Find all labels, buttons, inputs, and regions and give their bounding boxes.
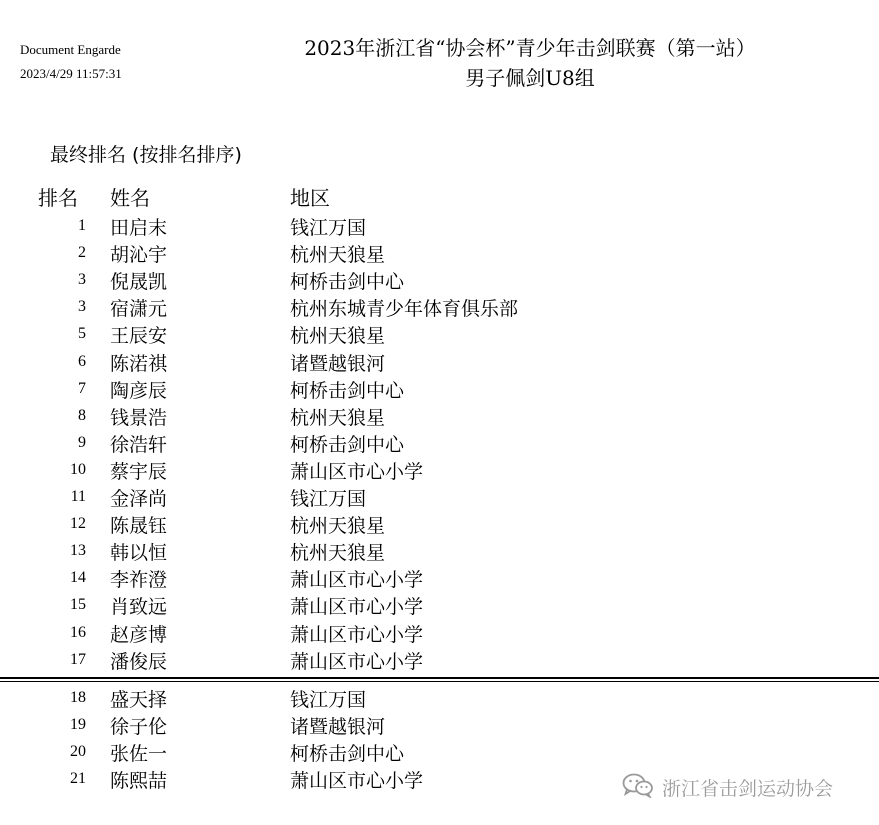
table-row — [0, 565, 879, 592]
name-cell: 蔡宇辰 — [110, 460, 168, 483]
event-title: 男子佩剑U8组 — [465, 66, 595, 90]
rank-cell: 17 — [70, 650, 86, 668]
column-header-name: 姓名 — [110, 186, 150, 210]
document-meta — [20, 38, 122, 86]
table-row — [0, 685, 879, 712]
region-cell: 萧山区市心小学 — [290, 623, 424, 646]
table-row — [0, 712, 879, 739]
name-cell: 王辰安 — [110, 325, 168, 348]
table-row — [0, 457, 879, 484]
watermark — [622, 772, 833, 803]
rank-cell: 16 — [70, 623, 86, 641]
rank-cell: 18 — [70, 688, 86, 706]
rank-cell: 20 — [70, 742, 86, 760]
region-cell: 柯桥击剑中心 — [290, 742, 405, 765]
rank-cell: 9 — [78, 433, 86, 451]
name-cell: 陈晟钰 — [110, 515, 168, 538]
rank-cell: 3 — [78, 298, 86, 316]
region-cell: 杭州天狼星 — [290, 406, 386, 429]
rank-cell: 10 — [70, 460, 86, 478]
region-cell: 萧山区市心小学 — [290, 569, 424, 592]
name-cell: 金泽尚 — [110, 488, 168, 510]
rank-cell: 8 — [78, 406, 86, 424]
table-row — [0, 294, 879, 321]
name-cell: 潘俊辰 — [110, 650, 168, 673]
rank-cell: 12 — [70, 515, 86, 533]
name-cell: 倪晟凯 — [110, 271, 168, 294]
table-row — [0, 430, 879, 457]
region-cell: 杭州天狼星 — [290, 515, 386, 538]
table-row — [0, 403, 879, 430]
region-cell: 诸暨越银河 — [290, 715, 386, 738]
rank-cell: 11 — [70, 488, 86, 505]
rank-cell: 15 — [70, 596, 86, 614]
rank-cell: 13 — [70, 542, 86, 560]
region-cell: 萧山区市心小学 — [290, 460, 424, 483]
rank-cell: 7 — [78, 379, 86, 397]
name-cell: 胡沁宇 — [110, 244, 168, 267]
table-row — [0, 376, 879, 403]
column-header-region: 地区 — [290, 186, 330, 210]
name-cell: 徐子伦 — [110, 715, 168, 738]
rank-cell: 21 — [70, 770, 86, 787]
name-cell: 韩以恒 — [110, 542, 168, 565]
rank-cell: 1 — [78, 217, 86, 234]
table-row — [0, 647, 879, 674]
column-header-rank: 排名 — [38, 186, 78, 210]
name-cell: 盛天择 — [110, 688, 168, 711]
software-name: Document Engarde — [20, 42, 121, 57]
table-row — [0, 240, 879, 267]
rank-cell: 6 — [78, 352, 86, 370]
wechat-icon — [622, 772, 654, 803]
table-row — [0, 739, 879, 766]
region-cell: 柯桥击剑中心 — [290, 379, 405, 402]
rank-cell: 3 — [78, 271, 86, 289]
table-row — [0, 349, 879, 376]
table-row — [0, 592, 879, 619]
section-title: 最终排名 (按排名排序) — [50, 144, 242, 166]
watermark-text: 浙江省击剑运动协会 — [662, 778, 834, 800]
name-cell: 陈熙喆 — [110, 770, 168, 792]
region-cell: 萧山区市心小学 — [290, 650, 424, 673]
name-cell: 陶彦辰 — [110, 379, 168, 402]
region-cell: 柯桥击剑中心 — [290, 433, 405, 456]
region-cell: 杭州东城青少年体育俱乐部 — [290, 298, 519, 321]
table-row — [0, 213, 879, 240]
name-cell: 肖致远 — [110, 596, 168, 619]
name-cell: 张佐一 — [110, 742, 168, 765]
table-row — [0, 267, 879, 294]
region-cell: 钱江万国 — [290, 488, 367, 510]
region-cell: 杭州天狼星 — [290, 325, 386, 348]
competition-title: 2023年浙江省“协会杯”青少年击剑联赛（第一站） — [304, 36, 756, 60]
name-cell: 陈渃祺 — [110, 352, 168, 375]
region-cell: 钱江万国 — [290, 688, 367, 711]
rank-cell: 2 — [78, 244, 86, 262]
table-row — [0, 321, 879, 348]
table-row — [0, 538, 879, 565]
region-cell: 杭州天狼星 — [290, 542, 386, 565]
print-timestamp: 2023/4/29 11:57:31 — [20, 66, 122, 81]
table-row — [0, 484, 879, 511]
region-cell: 诸暨越银河 — [290, 352, 386, 375]
table-row — [0, 511, 879, 538]
name-cell: 李祚澄 — [110, 569, 168, 592]
name-cell: 徐浩轩 — [110, 433, 168, 456]
rank-cell: 19 — [70, 715, 86, 733]
rank-cell: 14 — [70, 569, 86, 587]
region-cell: 萧山区市心小学 — [290, 770, 424, 792]
name-cell: 钱景浩 — [110, 406, 168, 429]
region-cell: 钱江万国 — [290, 217, 367, 239]
name-cell: 赵彦博 — [110, 623, 168, 646]
rank-cell: 5 — [78, 325, 86, 343]
region-cell: 杭州天狼星 — [290, 244, 386, 267]
region-cell: 柯桥击剑中心 — [290, 271, 405, 294]
name-cell: 田启末 — [110, 217, 168, 239]
table-row — [0, 620, 879, 647]
region-cell: 萧山区市心小学 — [290, 596, 424, 619]
table-separator — [0, 677, 879, 682]
name-cell: 宿潇元 — [110, 298, 168, 321]
